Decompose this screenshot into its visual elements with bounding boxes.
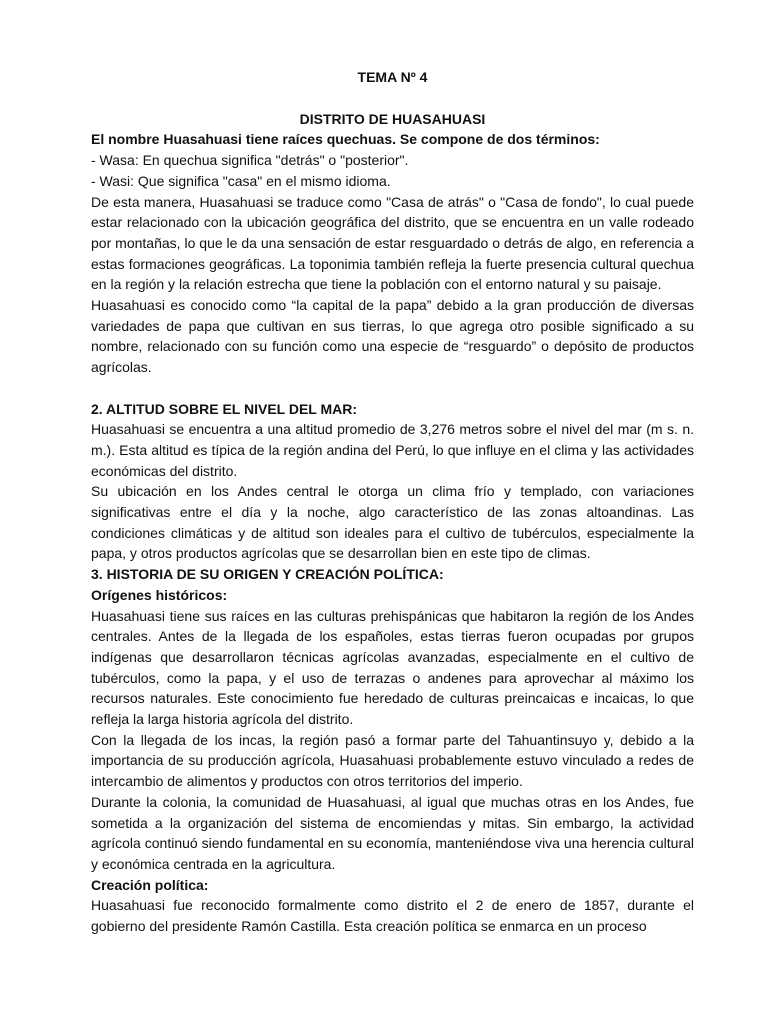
altitude-paragraph: Huasahuasi se encuentra a una altitud promedio de 3,276 metros sobre el nivel del mar (m s. n. m.). Esta altitud es típica de la región andina del Perú, lo que influye en el clima y las actividades económicas del distrito. xyxy=(91,421,694,479)
prehispanic-paragraph: Huasahuasi tiene sus raíces en las culturas prehispánicas que habitaron la región de los Andes centrales. Antes de la llegada de los españoles, estas tierras fueron ocupadas por grupos indígenas que desarrollaron técnicas agrícolas avanzadas, especialmente en el cultivo de tubérculos, como la papa, y el uso de terrazas o andenes para aprovechar al máximo los recursos naturales. Este conocimiento fue heredado de culturas preincaicas e incaicas, lo que refleja la larga historia agrícola del distrito. xyxy=(91,607,694,728)
colonial-paragraph: Durante la colonia, la comunidad de Huasahuasi, al igual que muchas otras en los Andes, fue sometida a la organización del sistema de encomiendas y mitas. Sin embargo, la actividad agrícola continuó siendo fundamental en su economía, manteniéndose viva una herencia cultural y económica centrada en la agricultura. xyxy=(91,793,694,872)
political-creation-subheading: Creación política: xyxy=(91,876,209,893)
climate-paragraph: Su ubicación en los Andes central le otorga un clima frío y templado, con variaciones significativas entre el día y la noche, algo característico de las zonas altoandinas. Las condiciones climáticas y de altitud son ideales para el cultivo de tubérculos, especialmente la papa, y otros productos agrícolas que se desarrollan bien en este tipo de climas. xyxy=(91,483,694,562)
creation-paragraph: Huasahuasi fue reconocido formalmente como distrito el 2 de enero de 1857, durante el gobierno del presidente Ramón Castilla. Esta creación política se enmarca en un proceso xyxy=(91,897,694,935)
historical-origins-subheading: Orígenes históricos: xyxy=(91,586,228,603)
spacer xyxy=(91,378,694,399)
altitude-heading: 2. ALTITUD SOBRE EL NIVEL DEL MAR: xyxy=(91,400,358,417)
history-heading: 3. HISTORIA DE SU ORIGEN Y CREACIÓN POLÍTICA: xyxy=(91,566,444,583)
district-title: DISTRITO DE HUASAHUASI xyxy=(299,110,486,127)
name-origin-intro: El nombre Huasahuasi tiene raíces quechuas. Se compone de dos términos: xyxy=(91,131,600,148)
document-page xyxy=(91,67,694,937)
inca-paragraph: Con la llegada de los incas, la región pasó a formar parte del Tahuantinsuyo y, debido a la importancia de su producción agrícola, Huasahuasi probablemente estuvo vinculado a redes de intercambio de alimentos y productos con otros territorios del imperio. xyxy=(91,731,694,790)
wasi-definition: - Wasi: Que significa "casa" en el mismo idioma. xyxy=(91,172,391,189)
wasa-definition: - Wasa: En quechua significa "detrás" o "posterior". xyxy=(91,152,409,169)
potato-capital-paragraph: Huasahuasi es conocido como “la capital de la papa” debido a la gran producción de diversas variedades de papa que cultivan en sus tierras, lo que agrega otro posible significado a su nombre, relacionado con su función como una especie de “resguardo” o depósito de productos agrícolas. xyxy=(91,297,694,376)
topic-title: TEMA Nº 4 xyxy=(357,69,428,85)
translation-paragraph: De esta manera, Huasahuasi se traduce como "Casa de atrás" o "Casa de fondo", lo cual puede estar relacionado con la ubicación geográfica del distrito, que se encuentra en un valle rodeado por montañas, lo que le da una sensación de estar resguardado o detrás de algo, en referencia a estas formaciones geográficas. La toponimia también refleja la fuerte presencia cultural quechua en la región y la relación estrecha que tiene la población con el entorno natural y su paisaje. xyxy=(91,193,694,293)
